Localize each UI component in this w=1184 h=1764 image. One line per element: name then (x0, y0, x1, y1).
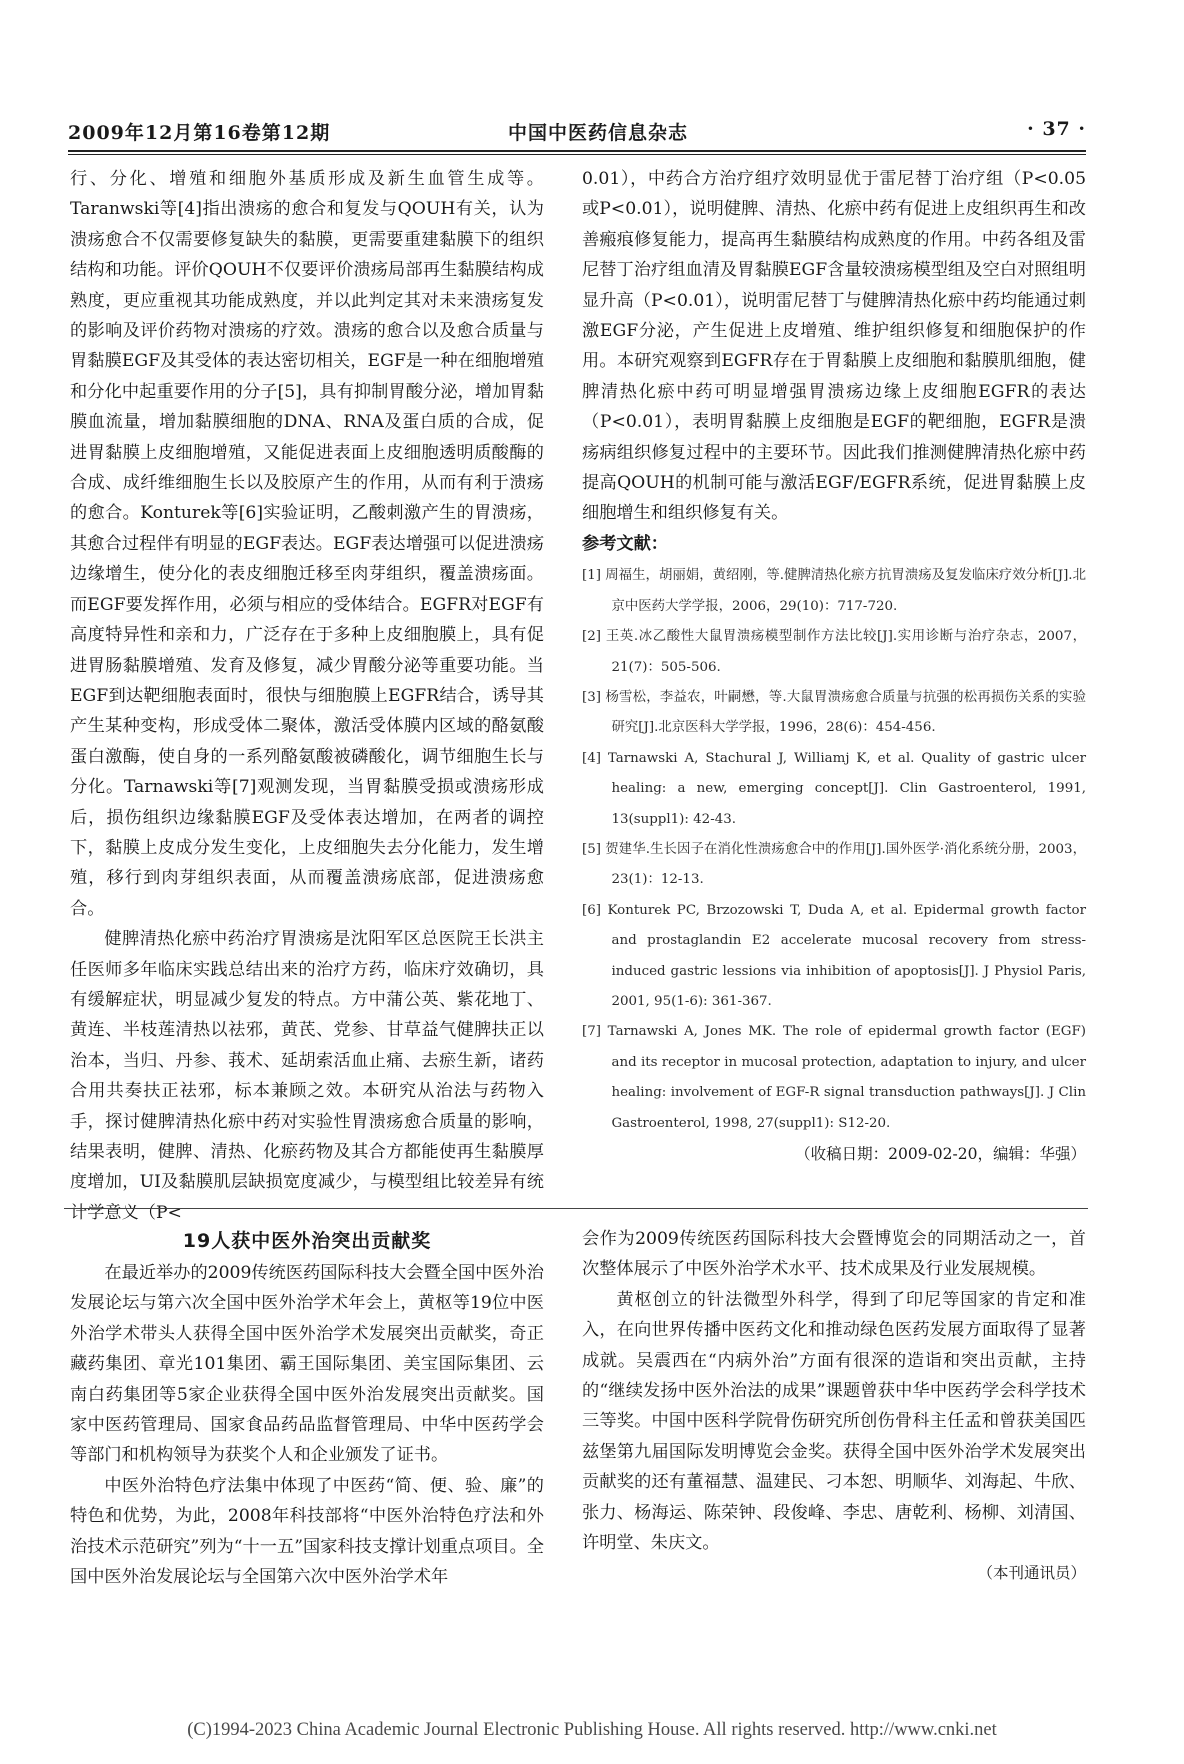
reference-list (582, 561, 1086, 1139)
news-title: 19人获中医外治突出贡献奖 (182, 1230, 432, 1252)
section-divider (64, 1208, 1088, 1209)
article-paragraph: 健脾清热化瘀中药治疗胃溃疡是沈阳军区总医院王长洪主任医师多年临床实践总结出来的治疗方药，临床疗效确切，具有缓解症状，明显减少复发的特点。方中蒲公英、紫花地丁、黄连、半枝莲清热以祛邪，黄芪、党参、甘草益气健脾扶正以治本，当归、丹参、莪术、延胡索活血止痛、去瘀生新，诸药合用共奏扶正祛邪，标本兼顾之效。本研究从治法与药物入手，探讨健脾清热化瘀中药对实验性胃溃疡愈合质量的影响，结果表明，健脾、清热、化瘀药物及其合方都能使再生黏膜厚度增加，UI及黏膜肌层缺损宽度减少，与模型组比较差异有统计学意义（P< (70, 929, 544, 1223)
news-paragraph: 中医外治特色疗法集中体现了中医药“简、便、验、廉”的特色和优势，为此，2008年科技部将“中医外治特色疗法和外治技术示范研究”列为“十一五”国家科技支撑计划重点项目。全国中医外治发展论坛与全国第六次中医外治学术年 (70, 1475, 544, 1588)
reference-item: [7] Tarnawski A, Jones MK. The role of epidermal growth factor (EGF) and its receptor in mucosal protection, adaptation to injury, and ulcer healing: involvement of EGF-R signal transduction pathways[J]. J Clin Gastroenterol, 1998, 27(suppl1): S12-20. (582, 1024, 1086, 1131)
reference-item: [2] 王英.冰乙酸性大鼠胃溃疡模型制作方法比较[J].实用诊断与治疗杂志，2007，21(7)：505-506. (582, 629, 1086, 675)
article-paragraph: 行、分化、增殖和细胞外基质形成及新生血管生成等。Taranwski等[4]指出溃疡的愈合和复发与QOUH有关，认为溃疡愈合不仅需要修复缺失的黏膜，更需要重建黏膜下的组织结构和功能。评价QOUH不仅要评价溃疡局部再生黏膜结构成熟度，更应重视其功能成熟度，并以此判定其对未来溃疡复发的影响及评价药物对溃疡的疗效。溃疡的愈合以及愈合质量与胃黏膜EGF及其受体的表达密切相关，EGF是一种在细胞增殖和分化中起重要作用的分子[5]，具有抑制胃酸分泌，增加胃黏膜血流量，增加黏膜细胞的DNA、RNA及蛋白质的合成，促进胃黏膜上皮细胞增殖，又能促进表面上皮细胞透明质酸酶的合成、成纤维细胞生长以及胶原产生的作用，从而有利于溃疡的愈合。Konturek等[6]实验证明，乙酸刺激产生的胃溃疡，其愈合过程伴有明显的EGF表达。EGF表达增强可以促进溃疡边缘增生，使分化的表皮细胞迁移至肉芽组织，覆盖溃疡面。而EGF要发挥作用，必须与相应的受体结合。EGFR对EGF有高度特异性和亲和力，广泛存在于多种上皮细胞膜上，具有促进胃肠黏膜增殖、发育及修复，减少胃酸分泌等重要功能。当EGF到达靶细胞表面时，很快与细胞膜上EGFR结合，诱导其产生某种变构，形成受体二聚体，激活受体膜内区域的酪氨酸蛋白激酶，使自身的一系列酪氨酸被磷酸化，调节细胞生长与分化。Tarnawski等[7]观测发现，当胃黏膜受损或溃疡形成后，损伤组织边缘黏膜EGF及受体表达增加，在两者的调控下，黏膜上皮成分发生变化，上皮细胞失去分化能力，发生增殖，移行到肉芽组织表面，从而覆盖溃疡底部，促进溃疡愈合。 (70, 169, 544, 919)
article-column-left (70, 164, 544, 1228)
news-credit: （本刊通讯员） (977, 1564, 1086, 1583)
header-rule (68, 150, 1086, 152)
reference-item: [6] Konturek PC, Brzozowski T, Duda A, et al. Epidermal growth factor and prostaglandin E2 accelerate mucosal recovery from stress-induced gastric lessions via inhibition of apoptosis[J]. J Physiol Paris, 2001, 95(1-6): 361-367. (582, 902, 1086, 1009)
journal-title: 中国中医药信息杂志 (508, 122, 689, 144)
received-date: （收稿日期：2009-02-20，编辑：华强） (795, 1145, 1086, 1163)
reference-item: [4] Tarnawski A, Stachural J, Williamj K, et al. Quality of gastric ulcer healing: a new, emerging concept[J]. Clin Gastroenterol, 1991, 13(suppl1): 42-43. (582, 750, 1086, 827)
reference-item: [3] 杨雪松，李益农，叶嗣懋，等.大鼠胃溃疡愈合质量与抗强的松再损伤关系的实验研究[J].北京医科大学学报，1996，28(6)：454-456. (582, 689, 1086, 736)
page-number: · 37 · (1027, 118, 1086, 140)
news-paragraph: 黄枢创立的针法微型外科学，得到了印尼等国家的肯定和准入，在向世界传播中医药文化和推动绿色医药发展方面取得了显著成就。吴震西在“内病外治”方面有很深的造诣和突出贡献，主持的“继续发扬中医外治法的成果”课题曾获中华中医药学会科学技术三等奖。中国中医科学院骨伤研究所创伤骨科主任孟和曾获美国匹兹堡第九届国际发明博览会金奖。获得全国中医外治学术发展突出贡献奖的还有董福慧、温建民、刁本恕、明顺华、刘海起、牛欣、张力、杨海运、陈荣钟、段俊峰、李忠、唐乾利、杨柳、刘清国、许明堂、朱庆文。 (582, 1289, 1086, 1554)
running-header (68, 118, 1086, 148)
reference-item: [5] 贺建华.生长因子在消化性溃疡愈合中的作用[J].国外医学·消化系统分册，2003，23(1)：12-13. (582, 841, 1086, 888)
news-paragraph: 在最近举办的2009传统医药国际科技大会暨全国中医外治发展论坛与第六次全国中医外治学术年会上，黄枢等19位中医外治学术带头人获得全国中医外治学术发展突出贡献奖，奇正藏药集团、章光101集团、霸王国际集团、美宝国际集团、云南白药集团等5家企业获得全国中医外治发展突出贡献奖。国家中医药管理局、国家食品药品监督管理局、中华中医药学会等部门和机构领导为获奖个人和企业颁发了证书。 (70, 1263, 544, 1466)
article-paragraph: 0.01），中药合方治疗组疗效明显优于雷尼替丁治疗组（P<0.05或P<0.01），说明健脾、清热、化瘀中药有促进上皮组织再生和改善瘢痕修复能力，提高再生黏膜结构成熟度的作用。中药各组及雷尼替丁治疗组血清及胃黏膜EGF含量较溃疡模型组及空白对照组明显升高（P<0.01），说明雷尼替丁与健脾清热化瘀中药均能通过刺激EGF分泌，产生促进上皮增殖、维护组织修复和细胞保护的作用。本研究观察到EGFR存在于胃黏膜上皮细胞和黏膜肌细胞，健脾清热化瘀中药可明显增强胃溃疡边缘上皮细胞EGFR的表达（P<0.01），表明胃黏膜上皮细胞是EGF的靶细胞，EGFR是溃疡病组织修复过程中的主要环节。因此我们推测健脾清热化瘀中药提高QOUH的机制可能与激活EGF/EGFR系统，促进胃黏膜上皮细胞增生和组织修复有关。 (582, 169, 1086, 524)
news-paragraph: 会作为2009传统医药国际科技大会暨博览会的同期活动之一，首次整体展示了中医外治学术水平、技术成果及行业发展规模。 (582, 1229, 1086, 1280)
issue-info: 2009年12月第16卷第12期 (68, 122, 331, 144)
header-rule-thin (68, 154, 1086, 155)
news-column-left (70, 1224, 544, 1592)
reference-item: [1] 周福生，胡丽娟，黄绍刚，等.健脾清热化瘀方抗胃溃疡及复发临床疗效分析[J].北京中医药大学学报，2006，29(10)：717-720. (582, 568, 1086, 614)
references-heading: 参考文献： (582, 533, 668, 554)
news-column-right (582, 1224, 1086, 1589)
copyright-footer: (C)1994-2023 China Academic Journal Electronic Publishing House. All rights reserved. http://www.cnki.net (187, 1720, 997, 1740)
article-column-right (582, 164, 1086, 1169)
